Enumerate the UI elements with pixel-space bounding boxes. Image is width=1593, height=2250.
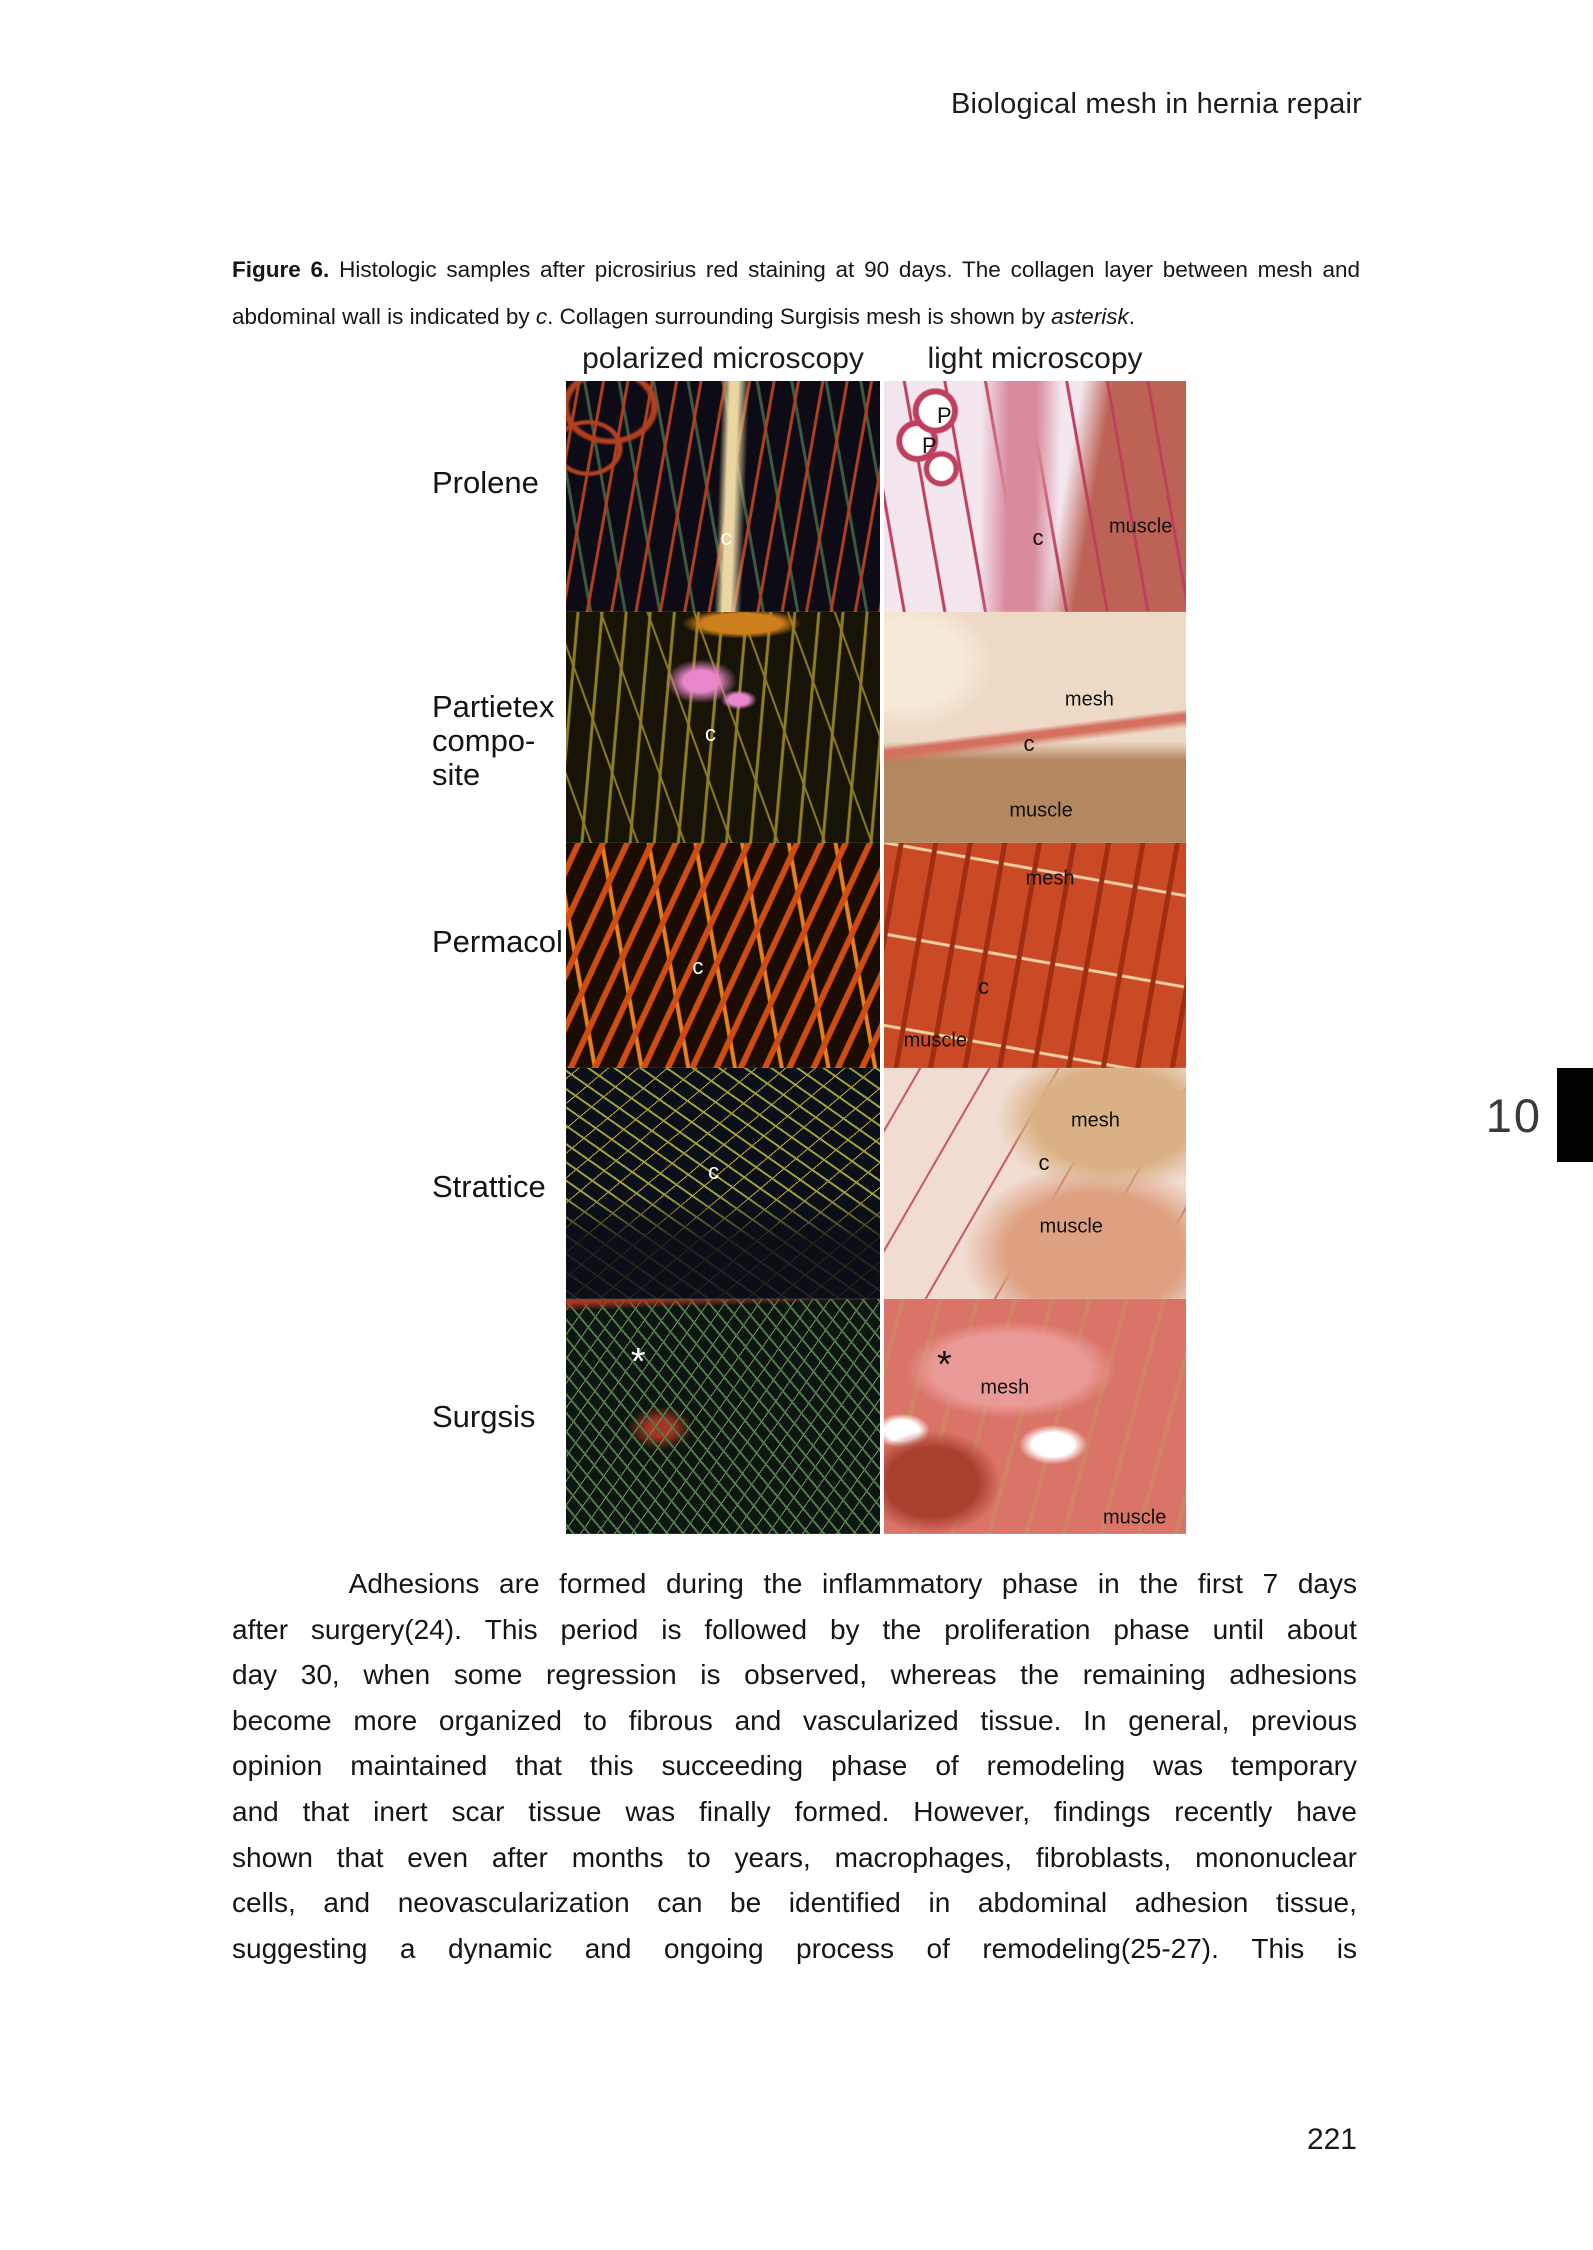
word: phase [1001, 1568, 1079, 1599]
caption-part: Histologic samples after picrosirius red staining at 90 days. The collagen layer between mesh and abdominal wall is indicated by [232, 257, 1360, 329]
annotation-c: c [1032, 525, 1044, 551]
word: In [1083, 1704, 1107, 1736]
row-label-strattice [432, 1170, 546, 1204]
word: process [796, 1932, 895, 1964]
word: period [560, 1613, 639, 1645]
word: remodeling [986, 1750, 1126, 1782]
word: can [657, 1887, 703, 1919]
annotation-muscle: muscle [903, 1029, 968, 1052]
word: of [926, 1932, 950, 1964]
word: remaining [1082, 1659, 1206, 1691]
caption-part: c [535, 304, 548, 329]
word: years, [734, 1841, 811, 1873]
annotation-muscle: muscle [1102, 1506, 1167, 1529]
word: inert [373, 1795, 428, 1827]
word: that [336, 1841, 384, 1873]
word: 7 [1262, 1568, 1279, 1599]
word: 30, [300, 1659, 340, 1691]
word: previous [1251, 1704, 1357, 1736]
word: fibroblasts, [1035, 1841, 1172, 1873]
row-label-prolene [432, 466, 539, 500]
body-text-line [232, 1743, 1357, 1789]
row-label-line: site [432, 757, 481, 792]
annotation-asterisk: * [936, 1343, 952, 1386]
word: to [687, 1841, 711, 1873]
annotation-asterisk: * [630, 1341, 646, 1384]
word: maintained [350, 1750, 488, 1782]
annotation-muscle: muscle [1039, 1215, 1103, 1238]
body-text-line [232, 1880, 1357, 1926]
body-text-line [232, 1835, 1357, 1881]
word: adhesion [1134, 1887, 1249, 1919]
word: of [935, 1750, 959, 1782]
word: about [1286, 1613, 1357, 1645]
word: are [499, 1568, 540, 1599]
micrograph-prolene-light [884, 381, 1186, 612]
annotation-p: P [921, 432, 937, 458]
word: suggesting [232, 1932, 368, 1964]
word: cells, [232, 1887, 296, 1919]
chapter-tab-number: 10 [1485, 1089, 1542, 1142]
word: more [353, 1704, 418, 1736]
word: abdominal [977, 1887, 1108, 1919]
word: is [661, 1613, 682, 1645]
word: succeeding [661, 1750, 804, 1782]
word: Adhesions [348, 1568, 480, 1599]
word: a [399, 1932, 416, 1964]
word: followed [704, 1613, 808, 1645]
micrograph-surgsis-light [884, 1299, 1186, 1534]
word: during [665, 1568, 744, 1599]
word: after [491, 1841, 548, 1873]
annotation-c: c [1038, 1149, 1050, 1175]
word: formed. [794, 1795, 890, 1827]
body-text-line [232, 1607, 1357, 1653]
word: general, [1128, 1704, 1230, 1736]
annotation-c: c [704, 721, 716, 747]
word: have [1296, 1795, 1357, 1827]
word: was [1153, 1750, 1203, 1782]
row-label-permacol [432, 925, 563, 959]
annotation-mesh: mesh [980, 1376, 1030, 1399]
column-header-polarized-microscopy: polarized microscopy [582, 342, 864, 375]
page-number: 221 [1306, 2123, 1357, 2156]
word: and [232, 1795, 279, 1827]
word: fibrous [628, 1704, 713, 1736]
word: first [1197, 1568, 1243, 1599]
word: scar [451, 1795, 505, 1827]
row-label-line: Permacol [432, 924, 563, 959]
word: temporary [1230, 1750, 1357, 1782]
row-label-line: compo- [432, 723, 536, 758]
caption-part: Figure 6. [232, 257, 330, 282]
row-label-line: Surgsis [432, 1399, 536, 1434]
caption-part: . [1128, 304, 1135, 329]
body-paragraph [232, 1561, 1357, 1971]
body-text-line [232, 1789, 1357, 1835]
annotation-p: P [937, 402, 952, 428]
body-text-line [232, 1926, 1357, 1972]
word: become [232, 1704, 332, 1736]
paragraph-indent [232, 1561, 329, 1607]
word: the [763, 1568, 803, 1599]
word: tissue. [980, 1704, 1062, 1736]
word: surgery(24). [310, 1613, 462, 1645]
word: to [583, 1704, 608, 1736]
row-label-line: Strattice [432, 1169, 546, 1204]
annotation-c: c [720, 525, 732, 551]
word: adhesions [1229, 1659, 1357, 1691]
word: that [302, 1795, 350, 1827]
word: tissue [528, 1795, 602, 1827]
word: until [1212, 1613, 1264, 1645]
word: the [882, 1613, 922, 1645]
word: that [515, 1750, 562, 1782]
word: whereas [890, 1659, 997, 1691]
word: day [232, 1659, 278, 1691]
word: the [1139, 1568, 1179, 1599]
word: tissue, [1275, 1887, 1357, 1919]
body-text-line [232, 1652, 1357, 1698]
row-label-surgsis [432, 1400, 535, 1434]
annotation-c: c [1023, 730, 1035, 756]
word: this [589, 1750, 634, 1782]
word: and [734, 1704, 782, 1736]
word: in [928, 1887, 951, 1919]
word: phase [831, 1750, 908, 1782]
word: recently [1174, 1795, 1273, 1827]
caption-part: . Collagen surrounding Surgisis mesh is shown by [547, 304, 1052, 329]
column-header-light-microscopy: light microscopy [927, 342, 1143, 375]
word: days [1297, 1568, 1357, 1599]
word: is [700, 1659, 721, 1691]
word: and [584, 1932, 632, 1964]
micrograph-permacol-light [884, 843, 1186, 1068]
word: months [571, 1841, 664, 1873]
word: after [232, 1613, 289, 1645]
micrograph-partietex-light [884, 612, 1186, 843]
word: opinion [232, 1750, 323, 1782]
word: This [1251, 1932, 1305, 1964]
annotation-c: c [692, 953, 704, 979]
micrograph-permacol-polarized [566, 843, 880, 1068]
word: dynamic [447, 1932, 553, 1964]
micrograph-prolene-polarized [566, 381, 880, 612]
micrograph-strattice-polarized [566, 1068, 880, 1299]
micrograph-surgsis-polarized [566, 1299, 880, 1534]
body-text-line [232, 1698, 1357, 1744]
word: phase [1113, 1613, 1190, 1645]
micrograph-strattice-light [884, 1068, 1186, 1299]
body-text-line [232, 1561, 1357, 1607]
word: when [363, 1659, 431, 1691]
word: in [1097, 1568, 1120, 1599]
annotation-mesh: mesh [1070, 1109, 1120, 1132]
annotation-mesh: mesh [1025, 867, 1075, 890]
word: findings [1053, 1795, 1151, 1827]
word: was [625, 1795, 676, 1827]
word: and [323, 1887, 371, 1919]
word: finally [699, 1795, 771, 1827]
annotation-mesh: mesh [1064, 688, 1114, 711]
caption-part: asterisk [1051, 304, 1129, 329]
word: be [730, 1887, 762, 1919]
word: some [453, 1659, 523, 1691]
word: neovascularization [397, 1887, 630, 1919]
word: observed, [744, 1659, 868, 1691]
word: inflammatory [822, 1568, 983, 1599]
annotation-c: c [978, 974, 990, 999]
row-label-line: Partietex [432, 689, 555, 724]
chapter-tab-marker [1557, 1068, 1593, 1162]
annotation-muscle: muscle [1009, 799, 1073, 822]
row-label-partietex [432, 690, 554, 792]
micrograph-partietex-polarized [566, 612, 880, 843]
word: vascularized [803, 1704, 959, 1736]
running-header: Biological mesh in hernia repair [951, 88, 1362, 120]
word: even [407, 1841, 469, 1873]
word: regression [545, 1659, 677, 1691]
word: formed [559, 1568, 647, 1599]
word: proliferation [944, 1613, 1091, 1645]
annotation-muscle: muscle [1109, 515, 1173, 538]
annotation-c: c [708, 1158, 720, 1184]
word: shown [232, 1841, 313, 1873]
word: organized [438, 1704, 562, 1736]
word: identified [788, 1887, 901, 1919]
row-label-line: Prolene [432, 465, 539, 500]
word: is [1336, 1932, 1357, 1964]
word: However, [913, 1795, 1030, 1827]
word: the [1020, 1659, 1060, 1691]
word: ongoing [663, 1932, 764, 1964]
word: macrophages, [834, 1841, 1013, 1873]
word: by [829, 1613, 860, 1645]
word: mononuclear [1195, 1841, 1357, 1873]
word: remodeling(25-27). [982, 1932, 1219, 1964]
word: This [484, 1613, 538, 1645]
